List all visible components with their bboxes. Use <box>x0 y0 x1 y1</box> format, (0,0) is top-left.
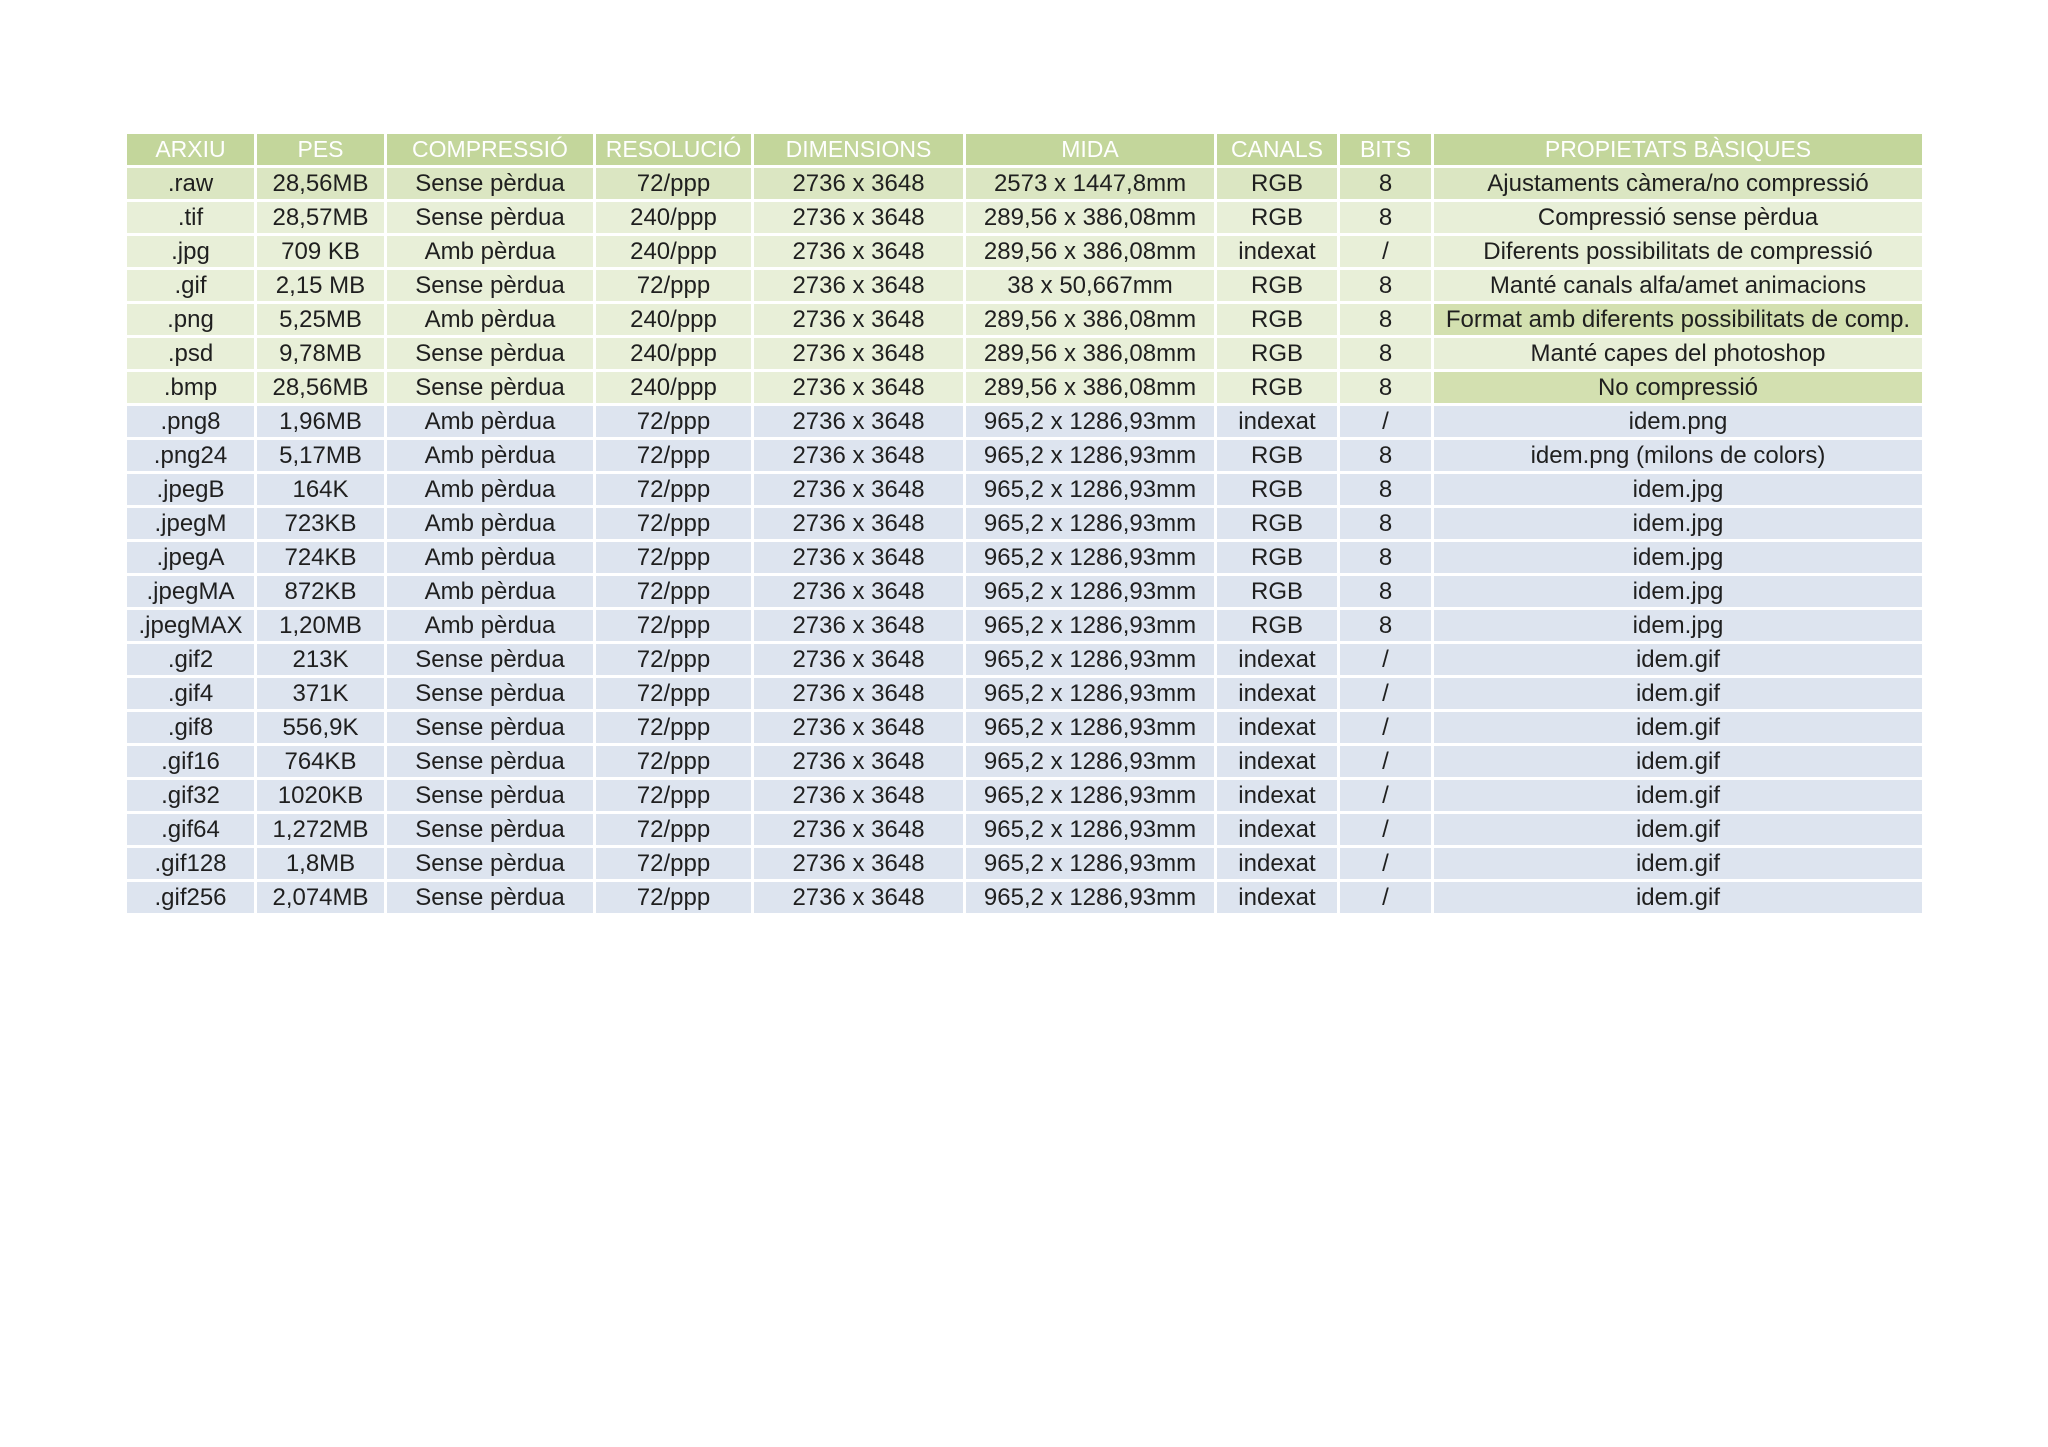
cell-propietats: idem.jpg <box>1434 508 1922 539</box>
cell-resolucio: 240/ppp <box>596 304 751 335</box>
cell-pes: 1,8MB <box>257 848 384 879</box>
cell-pes: 724KB <box>257 542 384 573</box>
table-row <box>127 542 1922 573</box>
cell-resolucio: 72/ppp <box>596 780 751 811</box>
cell-arxiu: .jpegMAX <box>127 610 254 641</box>
cell-compressio: Sense pèrdua <box>387 168 593 199</box>
cell-canals: indexat <box>1217 746 1337 777</box>
cell-resolucio: 72/ppp <box>596 440 751 471</box>
cell-dimensions: 2736 x 3648 <box>754 644 963 675</box>
cell-canals: indexat <box>1217 814 1337 845</box>
cell-canals: RGB <box>1217 610 1337 641</box>
cell-compressio: Sense pèrdua <box>387 338 593 369</box>
cell-dimensions: 2736 x 3648 <box>754 814 963 845</box>
cell-bits: / <box>1340 712 1431 743</box>
cell-mida: 289,56 x 386,08mm <box>966 236 1214 267</box>
cell-resolucio: 72/ppp <box>596 474 751 505</box>
cell-compressio: Sense pèrdua <box>387 372 593 403</box>
cell-resolucio: 240/ppp <box>596 372 751 403</box>
cell-dimensions: 2736 x 3648 <box>754 236 963 267</box>
table-row <box>127 678 1922 709</box>
cell-propietats: idem.gif <box>1434 746 1922 777</box>
cell-mida: 38 x 50,667mm <box>966 270 1214 301</box>
cell-arxiu: .bmp <box>127 372 254 403</box>
cell-resolucio: 72/ppp <box>596 746 751 777</box>
table-row <box>127 508 1922 539</box>
cell-resolucio: 240/ppp <box>596 236 751 267</box>
cell-propietats: Ajustaments càmera/no compressió <box>1434 168 1922 199</box>
cell-dimensions: 2736 x 3648 <box>754 848 963 879</box>
cell-pes: 164K <box>257 474 384 505</box>
cell-bits: / <box>1340 814 1431 845</box>
cell-pes: 2,15 MB <box>257 270 384 301</box>
cell-propietats: idem.gif <box>1434 712 1922 743</box>
cell-dimensions: 2736 x 3648 <box>754 712 963 743</box>
cell-canals: RGB <box>1217 542 1337 573</box>
cell-compressio: Sense pèrdua <box>387 882 593 913</box>
cell-compressio: Amb pèrdua <box>387 576 593 607</box>
cell-canals: RGB <box>1217 508 1337 539</box>
cell-canals: RGB <box>1217 576 1337 607</box>
cell-canals: indexat <box>1217 712 1337 743</box>
cell-pes: 371K <box>257 678 384 709</box>
header-canals: CANALS <box>1217 134 1337 165</box>
cell-compressio: Amb pèrdua <box>387 406 593 437</box>
cell-bits: 8 <box>1340 202 1431 233</box>
cell-canals: RGB <box>1217 372 1337 403</box>
cell-compressio: Amb pèrdua <box>387 440 593 471</box>
cell-dimensions: 2736 x 3648 <box>754 882 963 913</box>
cell-arxiu: .gif64 <box>127 814 254 845</box>
table-row <box>127 746 1922 777</box>
cell-arxiu: .tif <box>127 202 254 233</box>
cell-arxiu: .gif32 <box>127 780 254 811</box>
table-row <box>127 848 1922 879</box>
cell-arxiu: .gif128 <box>127 848 254 879</box>
table-row <box>127 406 1922 437</box>
cell-resolucio: 240/ppp <box>596 338 751 369</box>
cell-bits: / <box>1340 406 1431 437</box>
cell-propietats: No compressió <box>1434 372 1922 403</box>
cell-pes: 28,56MB <box>257 168 384 199</box>
cell-mida: 965,2 x 1286,93mm <box>966 848 1214 879</box>
cell-arxiu: .gif2 <box>127 644 254 675</box>
table-row <box>127 236 1922 267</box>
cell-propietats: idem.gif <box>1434 678 1922 709</box>
cell-mida: 965,2 x 1286,93mm <box>966 508 1214 539</box>
header-dimensions: DIMENSIONS <box>754 134 963 165</box>
cell-resolucio: 72/ppp <box>596 508 751 539</box>
table-row <box>127 168 1922 199</box>
cell-canals: indexat <box>1217 406 1337 437</box>
cell-arxiu: .jpg <box>127 236 254 267</box>
table-row <box>127 372 1922 403</box>
cell-arxiu: .jpegB <box>127 474 254 505</box>
cell-resolucio: 240/ppp <box>596 202 751 233</box>
cell-mida: 289,56 x 386,08mm <box>966 372 1214 403</box>
cell-bits: / <box>1340 780 1431 811</box>
cell-arxiu: .gif4 <box>127 678 254 709</box>
cell-compressio: Amb pèrdua <box>387 304 593 335</box>
cell-mida: 965,2 x 1286,93mm <box>966 678 1214 709</box>
cell-resolucio: 72/ppp <box>596 678 751 709</box>
cell-pes: 2,074MB <box>257 882 384 913</box>
header-resolucio: RESOLUCIÓ <box>596 134 751 165</box>
cell-propietats: idem.gif <box>1434 814 1922 845</box>
cell-mida: 289,56 x 386,08mm <box>966 338 1214 369</box>
cell-mida: 965,2 x 1286,93mm <box>966 814 1214 845</box>
cell-bits: / <box>1340 678 1431 709</box>
cell-mida: 965,2 x 1286,93mm <box>966 440 1214 471</box>
cell-canals: RGB <box>1217 474 1337 505</box>
cell-compressio: Sense pèrdua <box>387 712 593 743</box>
cell-mida: 965,2 x 1286,93mm <box>966 644 1214 675</box>
cell-compressio: Amb pèrdua <box>387 508 593 539</box>
cell-mida: 965,2 x 1286,93mm <box>966 406 1214 437</box>
table-row <box>127 780 1922 811</box>
cell-propietats: Compressió sense pèrdua <box>1434 202 1922 233</box>
cell-compressio: Sense pèrdua <box>387 848 593 879</box>
cell-resolucio: 72/ppp <box>596 270 751 301</box>
header-mida: MIDA <box>966 134 1214 165</box>
table-row <box>127 712 1922 743</box>
cell-bits: / <box>1340 746 1431 777</box>
cell-canals: RGB <box>1217 338 1337 369</box>
cell-mida: 965,2 x 1286,93mm <box>966 746 1214 777</box>
cell-canals: indexat <box>1217 848 1337 879</box>
cell-mida: 289,56 x 386,08mm <box>966 304 1214 335</box>
cell-arxiu: .gif <box>127 270 254 301</box>
cell-bits: 8 <box>1340 508 1431 539</box>
cell-pes: 5,25MB <box>257 304 384 335</box>
header-propietats: PROPIETATS BÀSIQUES <box>1434 134 1922 165</box>
cell-propietats: idem.jpg <box>1434 542 1922 573</box>
cell-dimensions: 2736 x 3648 <box>754 202 963 233</box>
cell-compressio: Sense pèrdua <box>387 780 593 811</box>
cell-compressio: Sense pèrdua <box>387 678 593 709</box>
cell-canals: RGB <box>1217 304 1337 335</box>
table-row <box>127 644 1922 675</box>
cell-pes: 709 KB <box>257 236 384 267</box>
table-row <box>127 270 1922 301</box>
cell-pes: 28,56MB <box>257 372 384 403</box>
cell-resolucio: 72/ppp <box>596 406 751 437</box>
cell-propietats: idem.gif <box>1434 644 1922 675</box>
cell-resolucio: 72/ppp <box>596 168 751 199</box>
cell-arxiu: .jpegMA <box>127 576 254 607</box>
cell-dimensions: 2736 x 3648 <box>754 610 963 641</box>
cell-propietats: idem.png <box>1434 406 1922 437</box>
table-row <box>127 474 1922 505</box>
cell-pes: 723KB <box>257 508 384 539</box>
cell-arxiu: .raw <box>127 168 254 199</box>
header-arxiu: ARXIU <box>127 134 254 165</box>
table-row <box>127 814 1922 845</box>
table-row <box>127 338 1922 369</box>
cell-canals: indexat <box>1217 644 1337 675</box>
cell-bits: 8 <box>1340 372 1431 403</box>
cell-bits: 8 <box>1340 610 1431 641</box>
cell-arxiu: .gif8 <box>127 712 254 743</box>
cell-arxiu: .png8 <box>127 406 254 437</box>
cell-bits: / <box>1340 848 1431 879</box>
cell-dimensions: 2736 x 3648 <box>754 372 963 403</box>
cell-propietats: Diferents possibilitats de compressió <box>1434 236 1922 267</box>
cell-arxiu: .gif16 <box>127 746 254 777</box>
cell-dimensions: 2736 x 3648 <box>754 168 963 199</box>
cell-bits: 8 <box>1340 474 1431 505</box>
cell-compressio: Amb pèrdua <box>387 542 593 573</box>
cell-bits: 8 <box>1340 440 1431 471</box>
cell-dimensions: 2736 x 3648 <box>754 508 963 539</box>
cell-dimensions: 2736 x 3648 <box>754 746 963 777</box>
table-row <box>127 202 1922 233</box>
cell-dimensions: 2736 x 3648 <box>754 678 963 709</box>
cell-pes: 9,78MB <box>257 338 384 369</box>
cell-canals: RGB <box>1217 440 1337 471</box>
format-comparison-table <box>124 131 1925 916</box>
cell-mida: 965,2 x 1286,93mm <box>966 712 1214 743</box>
cell-bits: 8 <box>1340 168 1431 199</box>
cell-compressio: Amb pèrdua <box>387 474 593 505</box>
cell-compressio: Amb pèrdua <box>387 610 593 641</box>
cell-propietats: Manté capes del photoshop <box>1434 338 1922 369</box>
cell-propietats: Format amb diferents possibilitats de comp. <box>1434 304 1922 335</box>
cell-bits: / <box>1340 236 1431 267</box>
cell-bits: / <box>1340 644 1431 675</box>
cell-canals: indexat <box>1217 236 1337 267</box>
header-row <box>127 134 1922 165</box>
table-row <box>127 610 1922 641</box>
cell-compressio: Sense pèrdua <box>387 202 593 233</box>
cell-arxiu: .gif256 <box>127 882 254 913</box>
cell-dimensions: 2736 x 3648 <box>754 780 963 811</box>
header-bits: BITS <box>1340 134 1431 165</box>
cell-dimensions: 2736 x 3648 <box>754 576 963 607</box>
cell-pes: 872KB <box>257 576 384 607</box>
cell-bits: 8 <box>1340 542 1431 573</box>
cell-resolucio: 72/ppp <box>596 848 751 879</box>
cell-mida: 965,2 x 1286,93mm <box>966 474 1214 505</box>
cell-dimensions: 2736 x 3648 <box>754 304 963 335</box>
cell-propietats: idem.png (milons de colors) <box>1434 440 1922 471</box>
cell-canals: RGB <box>1217 168 1337 199</box>
cell-arxiu: .psd <box>127 338 254 369</box>
cell-propietats: idem.jpg <box>1434 610 1922 641</box>
cell-propietats: idem.gif <box>1434 882 1922 913</box>
cell-propietats: idem.gif <box>1434 780 1922 811</box>
cell-arxiu: .png <box>127 304 254 335</box>
cell-dimensions: 2736 x 3648 <box>754 270 963 301</box>
table-body <box>127 168 1922 913</box>
cell-canals: indexat <box>1217 780 1337 811</box>
cell-propietats: idem.jpg <box>1434 576 1922 607</box>
header-pes: PES <box>257 134 384 165</box>
table-row <box>127 882 1922 913</box>
cell-pes: 1,20MB <box>257 610 384 641</box>
cell-bits: 8 <box>1340 304 1431 335</box>
cell-propietats: idem.gif <box>1434 848 1922 879</box>
cell-pes: 764KB <box>257 746 384 777</box>
table-row <box>127 440 1922 471</box>
cell-mida: 965,2 x 1286,93mm <box>966 780 1214 811</box>
cell-resolucio: 72/ppp <box>596 576 751 607</box>
cell-compressio: Amb pèrdua <box>387 236 593 267</box>
cell-mida: 965,2 x 1286,93mm <box>966 542 1214 573</box>
cell-resolucio: 72/ppp <box>596 814 751 845</box>
header-compressio: COMPRESSIÓ <box>387 134 593 165</box>
table-row <box>127 304 1922 335</box>
cell-canals: RGB <box>1217 202 1337 233</box>
cell-bits: 8 <box>1340 576 1431 607</box>
cell-pes: 1,96MB <box>257 406 384 437</box>
cell-pes: 28,57MB <box>257 202 384 233</box>
cell-canals: RGB <box>1217 270 1337 301</box>
cell-resolucio: 72/ppp <box>596 644 751 675</box>
cell-pes: 556,9K <box>257 712 384 743</box>
cell-bits: 8 <box>1340 338 1431 369</box>
cell-propietats: idem.jpg <box>1434 474 1922 505</box>
cell-resolucio: 72/ppp <box>596 610 751 641</box>
cell-propietats: Manté canals alfa/amet animacions <box>1434 270 1922 301</box>
cell-mida: 2573 x 1447,8mm <box>966 168 1214 199</box>
table-row <box>127 576 1922 607</box>
cell-mida: 289,56 x 386,08mm <box>966 202 1214 233</box>
cell-compressio: Sense pèrdua <box>387 270 593 301</box>
cell-bits: 8 <box>1340 270 1431 301</box>
cell-compressio: Sense pèrdua <box>387 746 593 777</box>
cell-compressio: Sense pèrdua <box>387 644 593 675</box>
cell-arxiu: .png24 <box>127 440 254 471</box>
cell-compressio: Sense pèrdua <box>387 814 593 845</box>
cell-canals: indexat <box>1217 882 1337 913</box>
cell-resolucio: 72/ppp <box>596 882 751 913</box>
cell-resolucio: 72/ppp <box>596 542 751 573</box>
cell-pes: 1020KB <box>257 780 384 811</box>
cell-mida: 965,2 x 1286,93mm <box>966 576 1214 607</box>
cell-pes: 5,17MB <box>257 440 384 471</box>
cell-pes: 1,272MB <box>257 814 384 845</box>
cell-dimensions: 2736 x 3648 <box>754 474 963 505</box>
cell-mida: 965,2 x 1286,93mm <box>966 882 1214 913</box>
cell-canals: indexat <box>1217 678 1337 709</box>
cell-arxiu: .jpegM <box>127 508 254 539</box>
cell-arxiu: .jpegA <box>127 542 254 573</box>
cell-bits: / <box>1340 882 1431 913</box>
cell-mida: 965,2 x 1286,93mm <box>966 610 1214 641</box>
cell-dimensions: 2736 x 3648 <box>754 338 963 369</box>
cell-pes: 213K <box>257 644 384 675</box>
cell-dimensions: 2736 x 3648 <box>754 542 963 573</box>
cell-resolucio: 72/ppp <box>596 712 751 743</box>
cell-dimensions: 2736 x 3648 <box>754 406 963 437</box>
cell-dimensions: 2736 x 3648 <box>754 440 963 471</box>
